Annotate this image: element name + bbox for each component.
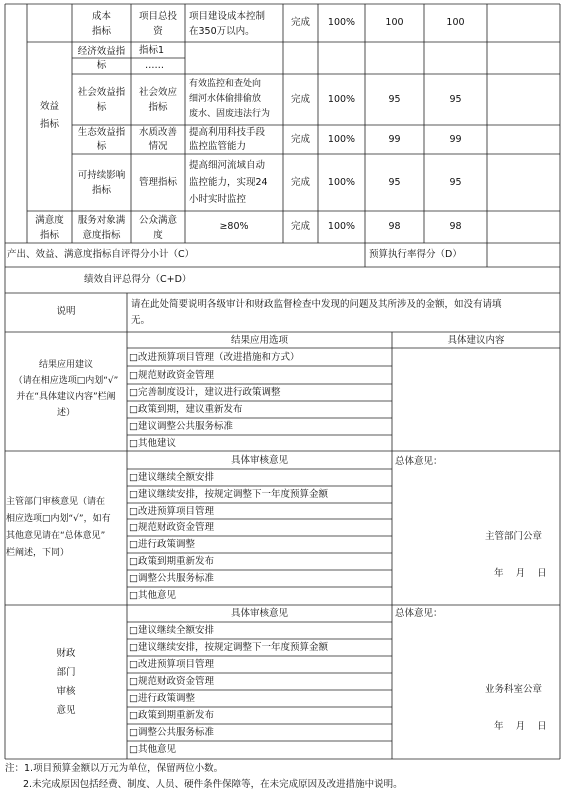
sustainable-target-value: 提高细河流域自动 监控能力，实现24 小时实时监控	[189, 160, 268, 205]
cost-rate: 100%	[327, 17, 356, 28]
dept-option-checkbox[interactable]: □改进预算项目管理	[129, 506, 214, 517]
satisfaction-target-value: ≥80%	[219, 221, 249, 232]
finance-review-label: 财政 部门 审核 意见	[56, 648, 76, 716]
dept-review-header: 具体审核意见	[230, 455, 288, 466]
finance-option-checkbox[interactable]: □规范财政资金管理	[129, 676, 214, 687]
dept-review-label: 主管部门审核意见（请在 相应选项□内划“√”，如有 其他意见请在“总体意见” 栏阐述，下同）	[6, 497, 111, 558]
total-investment-label: 项目总投 资	[138, 11, 177, 37]
benefit-indicator-label: 效益 指标	[39, 101, 59, 130]
total-score-label: 绩效自评总得分（C+D）	[84, 274, 192, 285]
social-weight: 95	[388, 94, 401, 105]
ecological-weight: 99	[388, 134, 401, 145]
sustainable-rate: 100%	[327, 177, 356, 188]
finance-option-checkbox[interactable]: □建议继续安排，按规定调整下一年度预算金额	[129, 642, 328, 653]
satisfaction-status: 完成	[290, 221, 310, 232]
finance-seal-label: 业务科室公章	[485, 684, 543, 695]
finance-option-checkbox[interactable]: □建议继续全额安排	[129, 625, 214, 636]
finance-review-header: 具体审核意见	[230, 608, 288, 619]
ellipsis-placeholder: ……	[145, 60, 164, 71]
note-2: 2.未完成原因包括经费、制度、人员、硬件条件保障等，在未完成原因及改进措施中说明。	[23, 779, 403, 790]
finance-date-label: 年 月 日	[494, 721, 547, 732]
result-content-header: 具体建议内容	[447, 335, 505, 346]
public-satisfaction-label: 公众满意 度	[138, 215, 177, 241]
dept-date-label: 年 月 日	[494, 568, 547, 579]
ecological-indicator-label: 生态效益指 标	[77, 127, 126, 152]
dept-option-checkbox[interactable]: □调整公共服务标准	[129, 573, 214, 584]
cost-score: 100	[446, 17, 465, 28]
finance-option-checkbox[interactable]: □政策到期重新发布	[129, 710, 214, 721]
dept-seal-label: 主管部门公章	[485, 531, 543, 542]
water-quality-label: 水质改善 情况	[138, 127, 177, 152]
dept-option-checkbox[interactable]: □政策到期重新发布	[129, 556, 214, 567]
result-option-checkbox[interactable]: □规范财政资金管理	[129, 370, 214, 381]
result-option-checkbox[interactable]: □其他建议	[129, 438, 176, 449]
ecological-target-value: 提高利用科技手段 监控监管能力	[189, 127, 266, 152]
finance-option-checkbox[interactable]: □调整公共服务标准	[129, 727, 214, 738]
ecological-status: 完成	[290, 134, 310, 145]
dept-option-checkbox[interactable]: □建议继续全额安排	[129, 472, 214, 483]
satisfaction-indicator-label: 满意度 指标	[35, 215, 64, 241]
social-score: 95	[449, 94, 462, 105]
management-indicator-label: 管理指标	[138, 177, 177, 188]
social-indicator-label: 社会效益指 标	[77, 87, 126, 113]
cost-indicator-label: 成本 指标	[91, 11, 111, 37]
explanation-text: 请在此处简要说明各级审计和财政监督检查中发现的问题及其所涉及的金额，如没有请填 无。	[131, 299, 502, 326]
indicator-1-label: 指标1	[139, 45, 165, 56]
social-rate: 100%	[327, 94, 356, 105]
sustainable-weight: 95	[388, 177, 401, 188]
subtotal-label: 产出、效益、满意度指标自评得分小计（C）	[7, 249, 195, 260]
ecological-rate: 100%	[327, 134, 356, 145]
finance-overall-opinion-label: 总体意见：	[395, 608, 443, 619]
cost-target-value: 项目建设成本控制 在350万以内。	[189, 11, 266, 37]
cost-weight: 100	[385, 17, 404, 28]
budget-execution-score-label: 预算执行率得分（D）	[369, 249, 462, 260]
service-satisfaction-label: 服务对象满 意度指标	[77, 215, 126, 241]
ecological-score: 99	[449, 134, 462, 145]
dept-option-checkbox[interactable]: □规范财政资金管理	[129, 522, 214, 533]
dept-overall-opinion-label: 总体意见：	[395, 456, 443, 467]
dept-option-checkbox[interactable]: □其他意见	[129, 590, 176, 601]
sustainable-status: 完成	[290, 177, 310, 188]
finance-option-checkbox[interactable]: □进行政策调整	[129, 693, 195, 704]
finance-option-checkbox[interactable]: □其他意见	[129, 744, 176, 755]
result-option-checkbox[interactable]: □完善制度设计，建议进行政策调整	[129, 387, 281, 398]
satisfaction-rate: 100%	[327, 221, 356, 232]
result-option-checkbox[interactable]: □政策到期，建议重新发布	[129, 404, 243, 415]
sustainable-indicator-label: 可持续影响 指标	[77, 170, 126, 196]
cost-status: 完成	[290, 17, 310, 28]
sustainable-score: 95	[449, 177, 462, 188]
result-application-label: 结果应用建议 （请在相应选项□内划“√” 并在“具体建议内容”栏阐 述）	[13, 360, 119, 418]
note-1: 注：1.项目预算金额以万元为单位，保留两位小数。	[5, 763, 224, 774]
social-status: 完成	[290, 94, 310, 105]
result-option-checkbox[interactable]: □建议调整公共服务标准	[129, 421, 233, 432]
result-option-checkbox[interactable]: □改进预算项目管理（改进措施和方式）	[129, 352, 300, 363]
result-options-header: 结果应用选项	[230, 335, 288, 346]
economic-indicator-label: 经济效益指 标	[77, 46, 126, 71]
social-target-value: 有效监控和查处向 细河水体偷排偷放 废水、固废违法行为	[189, 79, 271, 119]
social-effect-label: 社会效应 指标	[138, 87, 177, 113]
satisfaction-score: 98	[449, 221, 462, 232]
explanation-label: 说明	[56, 306, 76, 317]
finance-option-checkbox[interactable]: □改进预算项目管理	[129, 659, 214, 670]
dept-option-checkbox[interactable]: □建议继续安排，按规定调整下一年度预算金额	[129, 489, 328, 500]
satisfaction-weight: 98	[388, 221, 401, 232]
dept-option-checkbox[interactable]: □进行政策调整	[129, 539, 195, 550]
